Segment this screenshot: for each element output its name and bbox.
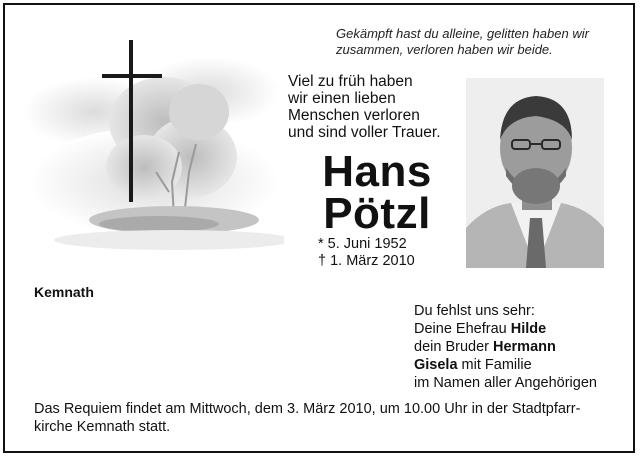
mourners-heading: Du fehlst uns sehr: (414, 303, 535, 319)
motto-line-1: Gekämpft hast du alleine, gelitten haben wir (336, 26, 589, 41)
requiem-announcement (34, 400, 622, 436)
mourner-wife (414, 320, 597, 338)
wife-name: Hilde (510, 321, 547, 337)
deceased-last-name: Pötzl (323, 189, 431, 238)
sister-suffix: mit Familie (457, 357, 532, 373)
cross-landscape-illustration (24, 32, 284, 272)
deceased-first-name: Hans (322, 147, 432, 196)
motto-line-2: zusammen, verloren haben wir beide. (336, 42, 553, 57)
lament-line-1: Viel zu früh haben (288, 73, 413, 90)
life-dates (318, 236, 415, 270)
mourners-others: im Namen aller Angehörigen (414, 375, 597, 391)
wife-prefix: Deine Ehefrau (414, 321, 511, 337)
lament-line-4: und sind voller Trauer. (288, 124, 441, 141)
birth-date: * 5. Juni 1952 (318, 236, 407, 252)
place-label: Kemnath (34, 284, 94, 300)
motto-quote (336, 26, 626, 58)
mourner-sister (414, 356, 597, 374)
lament-text (288, 73, 441, 141)
brother-prefix: dein Bruder (414, 339, 493, 355)
lament-line-3: Menschen verloren (288, 107, 420, 124)
mourners-block (414, 302, 597, 392)
cross-horizontal-beam (102, 74, 162, 78)
mourner-brother (414, 338, 597, 356)
sister-name: Gisela (414, 357, 458, 373)
portrait-photo (466, 78, 604, 268)
death-date: † 1. März 2010 (318, 253, 415, 269)
requiem-line-1: Das Requiem findet am Mittwoch, dem 3. März 2010, um 10.00 Uhr in der Stadtpfarr- (34, 401, 581, 417)
requiem-line-2: kirche Kemnath statt. (34, 419, 171, 435)
lament-line-2: wir einen lieben (288, 90, 396, 107)
cross-vertical-beam (129, 40, 133, 202)
brother-name: Hermann (493, 339, 556, 355)
